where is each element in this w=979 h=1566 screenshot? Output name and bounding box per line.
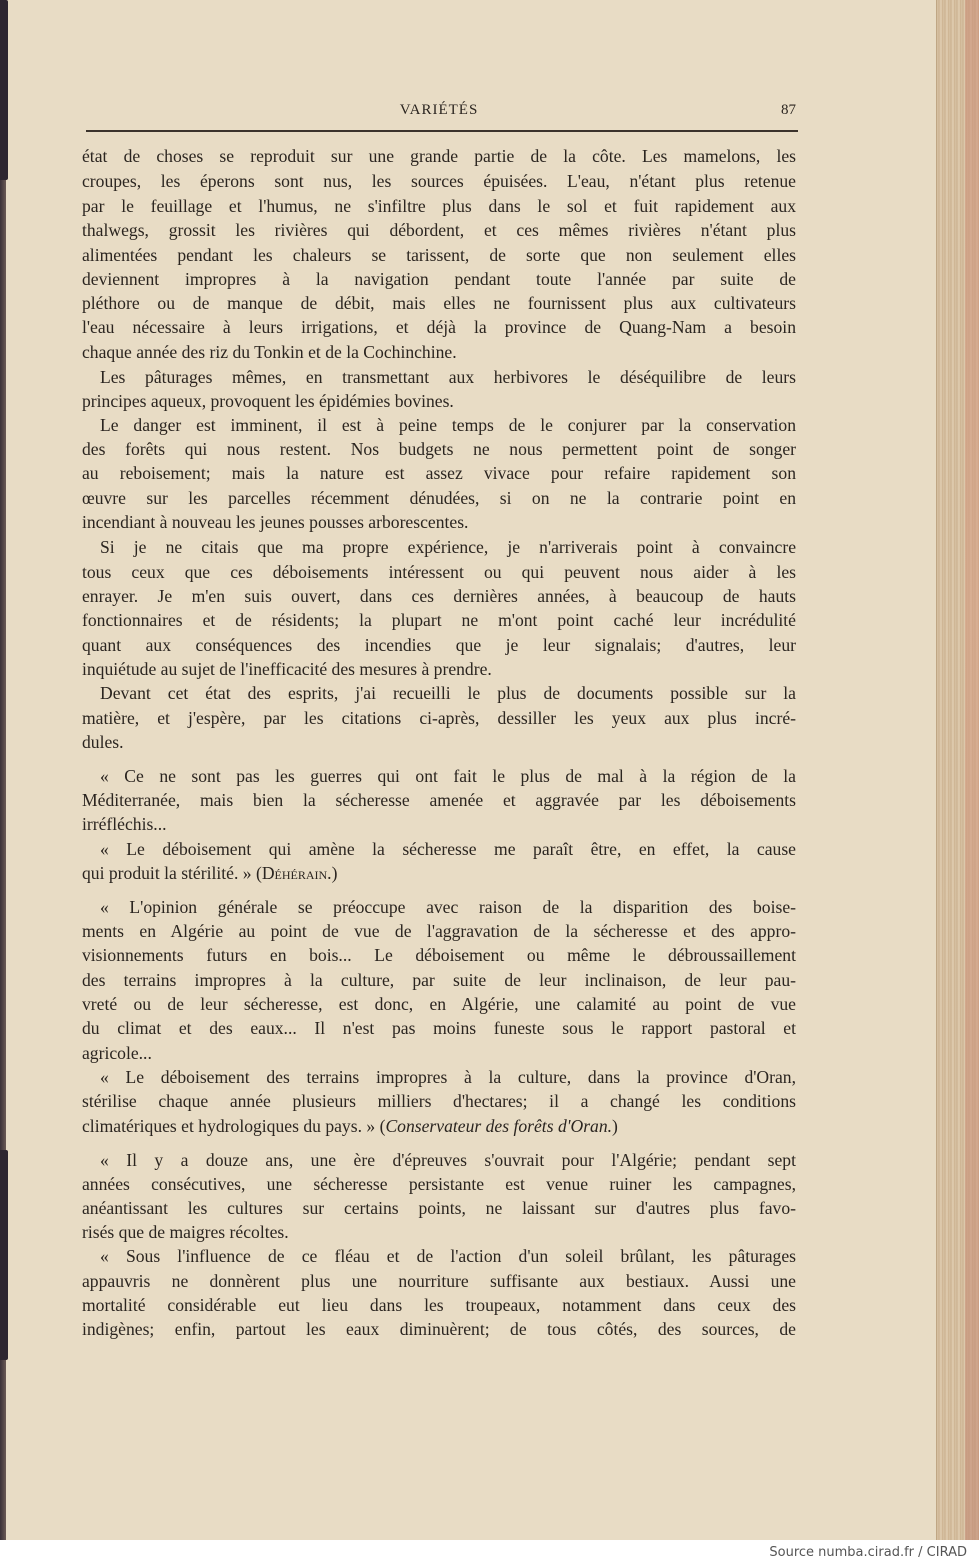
footer bbox=[0, 1540, 979, 1566]
text-line: inquiétude au sujet de l'inefficacité des mesures à prendre. bbox=[82, 659, 492, 679]
text-line: chaque année des riz du Tonkin et de la Cochinchine. bbox=[82, 342, 457, 362]
text-line: pléthore ou de manque de débit, mais elles ne fournissent plus aux cultivateurs bbox=[82, 293, 796, 313]
quote-line: mortalité considérable eut lieu dans les troupeaux, notamment dans ceux des bbox=[82, 1295, 796, 1315]
binding-tab bbox=[0, 0, 8, 180]
page-number: 87 bbox=[781, 102, 796, 118]
text-line: l'eau nécessaire à leurs irrigations, et déjà la province de Quang-Nam a besoin bbox=[82, 317, 796, 337]
text-line: enrayer. Je m'en suis ouvert, dans ces dernières années, à beaucoup de hauts bbox=[82, 586, 796, 606]
quote-line: « Ce ne sont pas les guerres qui ont fait le plus de mal à la région de la bbox=[100, 766, 796, 786]
quote-line: « Le déboisement des terrains impropres à la culture, dans la province d'Oran, bbox=[100, 1067, 796, 1087]
page-edge-stain bbox=[965, 0, 979, 1540]
text-line: fonctionnaires et de résidents; la plupart ne m'ont point caché leur incrédulité bbox=[82, 610, 796, 630]
text-line: deviennent impropres à la navigation pendant toute l'année par suite de bbox=[82, 269, 796, 289]
text-line: Si je ne citais que ma propre expérience, je n'arriverais point à convaincre bbox=[100, 537, 796, 557]
quote-line: irréfléchis... bbox=[82, 814, 167, 834]
quote-line bbox=[82, 862, 796, 884]
text-line: croupes, les éperons sont nus, les sources épuisées. L'eau, n'étant plus retenue bbox=[82, 171, 796, 191]
text-line: Les pâturages mêmes, en transmettant aux herbivores le déséquilibre de leurs bbox=[100, 367, 796, 387]
running-head: VARIÉTÉS bbox=[399, 102, 479, 118]
quote-text: ) bbox=[331, 863, 338, 883]
quote-attribution: Conservateur des forêts d'Oran. bbox=[385, 1116, 613, 1136]
quote-line: indigènes; enfin, partout les eaux diminuèrent; de tous côtés, des sources, de bbox=[82, 1319, 796, 1339]
binding-tab bbox=[0, 1150, 8, 1360]
page-header bbox=[82, 96, 796, 126]
text-line: état de choses se reproduit sur une grande partie de la côte. Les mamelons, les bbox=[82, 146, 796, 166]
quote-line: des terrains impropres à la culture, par suite de leur inclinaison, de leur pau- bbox=[82, 970, 796, 990]
quote-line: « Le déboisement qui amène la sécheresse me paraît être, en effet, la cause bbox=[100, 839, 796, 859]
quote-line: « Il y a douze ans, une ère d'épreuves s'ouvrait pour l'Algérie; pendant sept bbox=[100, 1150, 796, 1170]
quote-line: appauvris ne donnèrent plus une nourriture suffisante aux bestiaux. Aussi une bbox=[82, 1271, 796, 1291]
text-line: principes aqueux, provoquent les épidémies bovines. bbox=[82, 391, 454, 411]
quote-text: climatériques et hydrologiques du pays. » ( bbox=[82, 1116, 386, 1136]
text-line: des forêts qui nous restent. Nos budgets ne nous permettent point de songer bbox=[82, 439, 796, 459]
quote-line: Méditerranée, mais bien la sécheresse amenée et aggravée par les déboisements bbox=[82, 790, 796, 810]
text-line: Le danger est imminent, il est à peine temps de le conjurer par la conservation bbox=[100, 415, 796, 435]
quote-line: anéantissant les cultures sur certains points, ne laissant sur d'autres plus favo- bbox=[82, 1198, 796, 1218]
quote-line: « Sous l'influence de ce fléau et de l'action d'un soleil brûlant, les pâturages bbox=[100, 1246, 796, 1266]
text-line: œuvre sur les parcelles récemment dénudées, si on ne la contrarie point en bbox=[82, 488, 796, 508]
quote-line: ments en Algérie au point de vue de l'aggravation de la sécheresse et des appro- bbox=[82, 921, 796, 941]
quote-line bbox=[82, 1115, 796, 1137]
text-line: quant aux conséquences des incendies que je leur signalais; d'autres, leur bbox=[82, 635, 796, 655]
quote-line: vreté ou de leur sécheresse, est donc, en Algérie, une calamité au point de vue bbox=[82, 994, 796, 1014]
quote-attribution: Déhérain. bbox=[261, 863, 332, 883]
quote-line: visionnements futurs en bois... Le déboisement ou même le débroussaillement bbox=[82, 945, 796, 965]
text-line: incendiant à nouveau les jeunes pousses arborescentes. bbox=[82, 512, 469, 532]
quote-line: du climat et des eaux... Il n'est pas moins funeste sous le rapport pastoral et bbox=[82, 1018, 796, 1038]
text-line: thalwegs, grossit les rivières qui débordent, et ces mêmes rivières n'étant plus bbox=[82, 220, 796, 240]
quote-line: risés que de maigres récoltes. bbox=[82, 1222, 289, 1242]
quote-line: « L'opinion générale se préoccupe avec raison de la disparition des boise- bbox=[100, 897, 796, 917]
quote-line: agricole... bbox=[82, 1043, 152, 1063]
text-line: Devant cet état des esprits, j'ai recueilli le plus de documents possible sur la bbox=[100, 683, 796, 703]
text-line: par le feuillage et l'humus, ne s'infiltre plus dans le sol et fuit rapidement aux bbox=[82, 196, 796, 216]
quote-line: années consécutives, une sécheresse persistante est venue ruiner les campagnes, bbox=[82, 1174, 796, 1194]
quote-line: stérilise chaque année plusieurs milliers d'hectares; il a changé les conditions bbox=[82, 1091, 796, 1111]
text-line: matière, et j'espère, par les citations ci-après, dessiller les yeux aux plus incré- bbox=[82, 708, 796, 728]
header-rule bbox=[86, 130, 798, 132]
text-line: tous ceux que ces déboisements intéressent ou qui peuvent nous aider à les bbox=[82, 562, 796, 582]
text-line: dules. bbox=[82, 732, 124, 752]
quote-text: ) bbox=[612, 1116, 618, 1136]
source-credit: Source numba.cirad.fr / CIRAD bbox=[769, 1545, 967, 1560]
text-line: alimentées pendant les chaleurs se tarissent, de sorte que non seulement elles bbox=[82, 245, 796, 265]
quote-text: qui produit la stérilité. » ( bbox=[82, 863, 262, 883]
text-line: au reboisement; mais la nature est assez vivace pour refaire rapidement son bbox=[82, 463, 796, 483]
